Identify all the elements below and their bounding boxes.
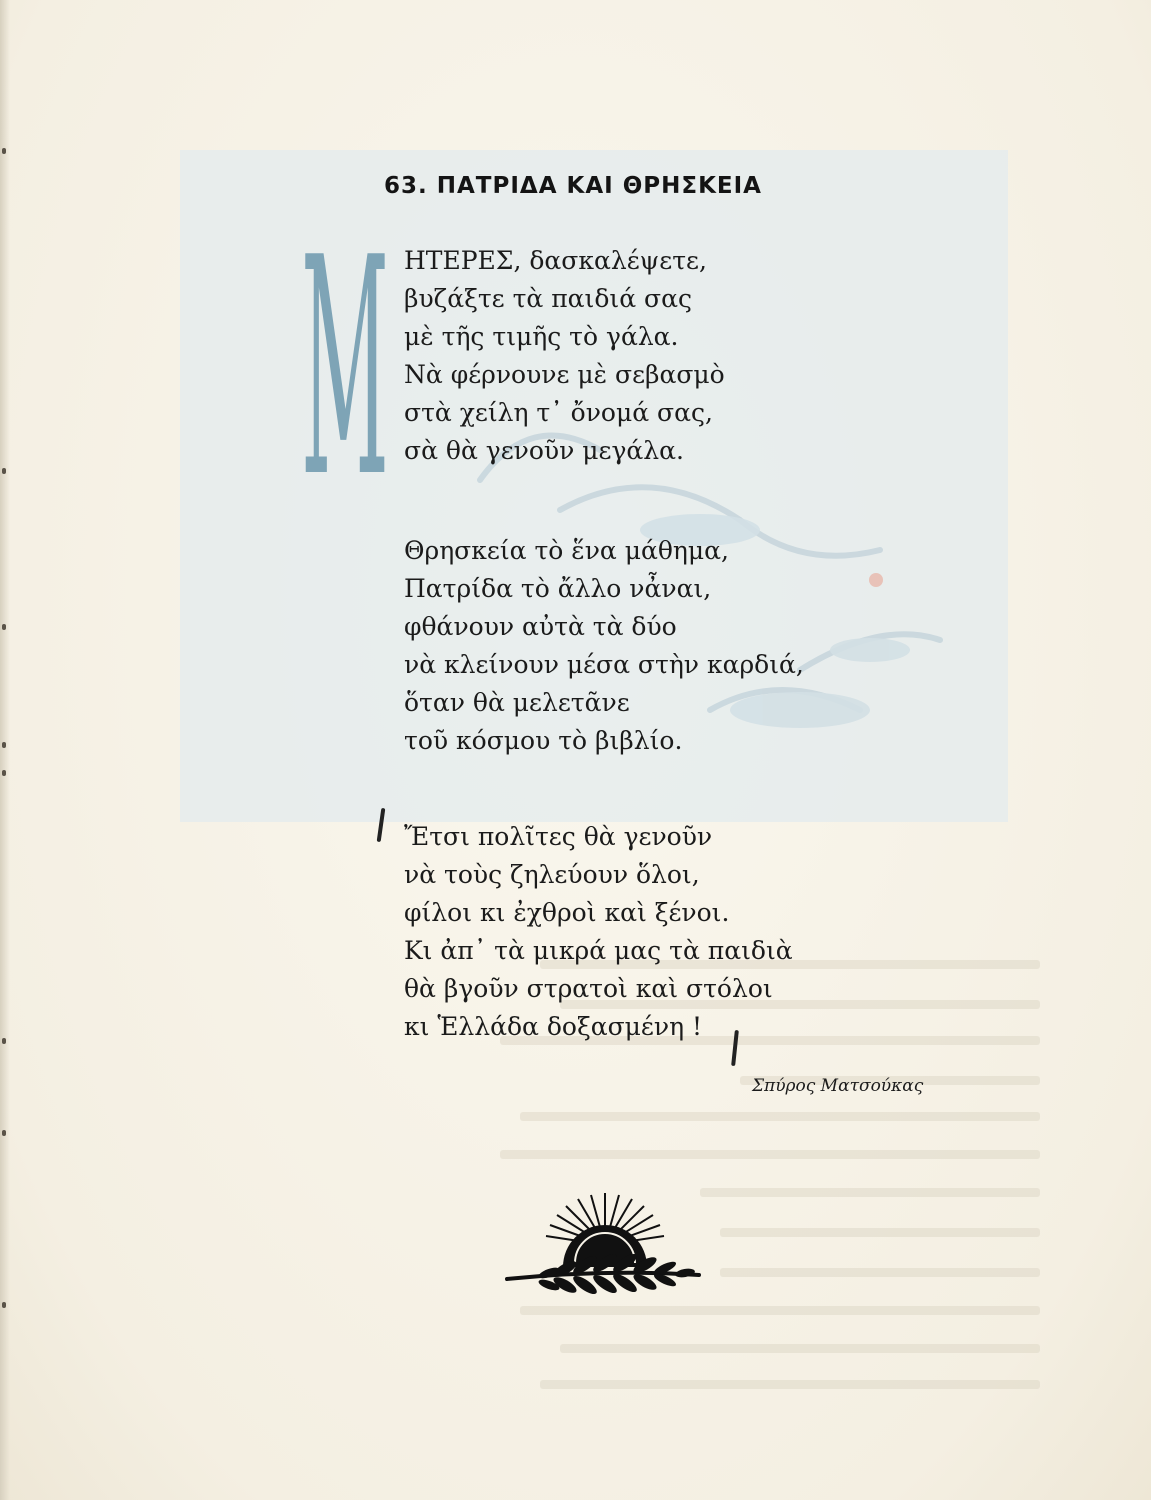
page-title: 63. ΠΑΤΡΙΔΑ ΚΑΙ ΘΡΗΣΚΕΙΑ [384,173,762,199]
rising-sun-olive-branch-icon [505,1185,705,1310]
verse-line: φθάνουν αὐτὰ τὰ δύο [404,612,677,641]
author-name: Σπύρος Ματσούκας [752,1076,924,1096]
svg-text:Μ: Μ [301,250,389,478]
verse-line: νὰ τοὺς ζηλεύουν ὅλοι, [404,860,700,889]
drop-cap-letter [300,250,390,478]
stanza-3 [404,818,793,1046]
verse-line: σὰ θὰ γενοῦν μεγάλα. [404,436,684,465]
verse-line: τοῦ κόσμου τὸ βιβλίο. [404,726,683,755]
verse-line: κι Ἑλλάδα δοξασμένη ! [404,1012,703,1041]
stanza-1 [404,242,725,470]
verse-line: Ἔτσι πολῖτες θὰ γενοῦν [404,822,713,851]
verse-line: Κι ἀπ᾽ τὰ μικρά μας τὰ παιδιὰ [404,936,793,965]
verse-line: φίλοι κι ἐχθροὶ καὶ ξένοι. [404,898,730,927]
verse-line: ΗΤΕΡΕΣ, δασκαλέψετε, [404,246,707,275]
verse-line: ὅταν θὰ μελετᾶνε [404,688,630,717]
stanza-2 [404,532,804,760]
verse-line: νὰ κλείνουν μέσα στὴν καρδιά, [404,650,804,679]
verse-line: Θρησκεία τὸ ἕνα μάθημα, [404,536,729,565]
verse-line: μὲ τῆς τιμῆς τὸ γάλα. [404,322,679,351]
verse-line: Πατρίδα τὸ ἄλλο νἆναι, [404,574,712,603]
page-edge-shadow [0,0,10,1500]
verse-line: Νὰ φέρνουνε μὲ σεβασμὸ [404,360,725,389]
verse-line: θὰ βγοῦν στρατοὶ καὶ στόλοι [404,974,773,1003]
verse-line: στὰ χείλη τ᾽ ὄνομά σας, [404,398,713,427]
verse-line: βυζάξτε τὰ παιδιά σας [404,284,692,313]
